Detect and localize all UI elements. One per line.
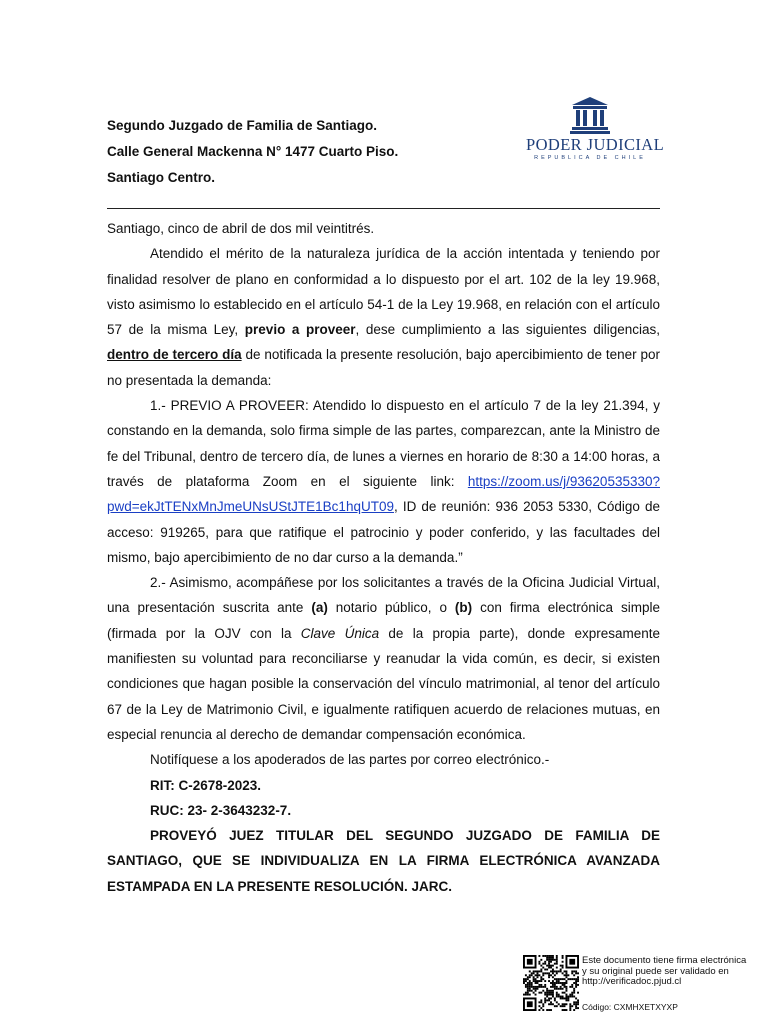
rit-number: RIT: C-2678-2023.	[150, 777, 262, 793]
p2-text-a: 1.- PREVIO A PROVEER: Atendido lo dispuesto en el artículo 7 de la ley 21.394, y constando en la demanda, solo firma simple de las partes, comparezcan, ante la Ministro de fe del Tribunal, dentro de tercero día, de lunes a viernes en horario de 8:30 a 14:00 horas, a través de plataforma Zoom en el siguiente link:	[107, 398, 660, 489]
p2-text-b: , ID de reunión: 936 2053 5330, Código de acceso: 919265, para que ratifique el patrocinio y poder conferido, y las facultades del mismo, bajo apercibimiento de no dar curso a la demanda.”	[107, 499, 660, 565]
p1-emphasis-previo: previo a proveer	[244, 322, 356, 338]
court-name: Segundo Juzgado de Familia de Santiago.	[107, 118, 378, 133]
courthouse-icon	[570, 96, 610, 134]
resolution-date: Santiago, cinco de abril de dos mil veintitrés.	[107, 221, 375, 236]
court-header	[107, 116, 398, 194]
p3-text-e: con firma electrónica simple (firmada por la OJV con la	[107, 600, 660, 641]
court-city: Santiago Centro.	[107, 170, 216, 185]
paragraph-1	[107, 241, 660, 393]
p3-clave-unica: Clave Única	[300, 625, 380, 641]
p3-option-b: (b)	[454, 600, 473, 616]
signature-footer	[523, 955, 759, 1015]
resolution-body	[107, 216, 660, 899]
p3-text-g: de la propia parte), donde expresamente manifiesten su voluntad para reconciliarse y reanudar la vida común, es decir, si existen condiciones que hagan posible la conservación del vínculo matrimonial, al tenor del artículo 67 de la Ley de Matrimonio Civil, e igualmente ratifiquen acuerdo de relaciones mutuas, en especial renuncia al derecho de demandar compensación económica.	[107, 625, 660, 742]
header-divider	[107, 208, 660, 209]
p1-text-a: Atendido el mérito de la naturaleza jurídica de la acción intentada y teniendo por finalidad resolver de plano en conformidad a lo dispuesto por el art. 102 de la ley 19.968, visto asimismo lo establecido en el artículo 54-1 de la Ley 19.968, en relación con el artículo 57 de la misma Ley,	[107, 246, 660, 338]
verification-url[interactable]: http://verificadoc.pjud.cl	[582, 976, 682, 987]
paragraph-3	[107, 570, 660, 747]
paragraph-notify: Notifíquese a los apoderados de las partes por correo electrónico.-	[150, 752, 550, 768]
p3-option-a: (a)	[311, 600, 328, 616]
signature-notice-line-2: y su original puede ser validado en	[582, 965, 729, 977]
logo-title: PODER JUDICIAL	[526, 135, 665, 154]
qr-code-icon[interactable]	[523, 955, 579, 1011]
p1-text-c: , dese cumplimiento a las siguientes diligencias,	[355, 322, 661, 338]
logo-subtitle: REPUBLICA DE CHILE	[534, 155, 646, 161]
ruc-number: RUC: 23- 2-3643232-7.	[150, 802, 292, 818]
zoom-link[interactable]: https://zoom.us/j/93620535330?pwd=ekJtTENxMnJmeUNsUStJTE1Bc1hqUT09	[107, 473, 660, 515]
p1-emphasis-plazo: dentro de tercero día	[107, 347, 242, 363]
court-address: Calle General Mackenna N° 1477 Cuarto Piso.	[107, 144, 399, 159]
poder-judicial-logo	[526, 96, 665, 162]
signature-notice-line-1: Este documento tiene firma electrónica	[582, 955, 747, 966]
paragraph-2	[107, 393, 660, 570]
verification-code: Código: CXMHXETXYXP	[582, 1002, 678, 1012]
p3-text-c: notario público, o	[327, 600, 455, 616]
p3-text-a: 2.- Asimismo, acompáñese por los solicitantes a través de la Oficina Judicial Virtual, una presentación suscrita ante	[107, 575, 660, 616]
p1-text-e: de notificada la presente resolución, bajo apercibimiento de tener por no presentada la demanda:	[107, 347, 660, 388]
closing-statement: PROVEYÓ JUEZ TITULAR DEL SEGUNDO JUZGADO DE FAMILIA DE SANTIAGO, QUE SE INDIVIDUALIZA EN LA FIRMA ELECTRÓNICA AVANZADA ESTAMPADA EN LA PRESENTE RESOLUCIÓN. JARC.	[107, 828, 660, 894]
signature-notice	[582, 956, 758, 988]
